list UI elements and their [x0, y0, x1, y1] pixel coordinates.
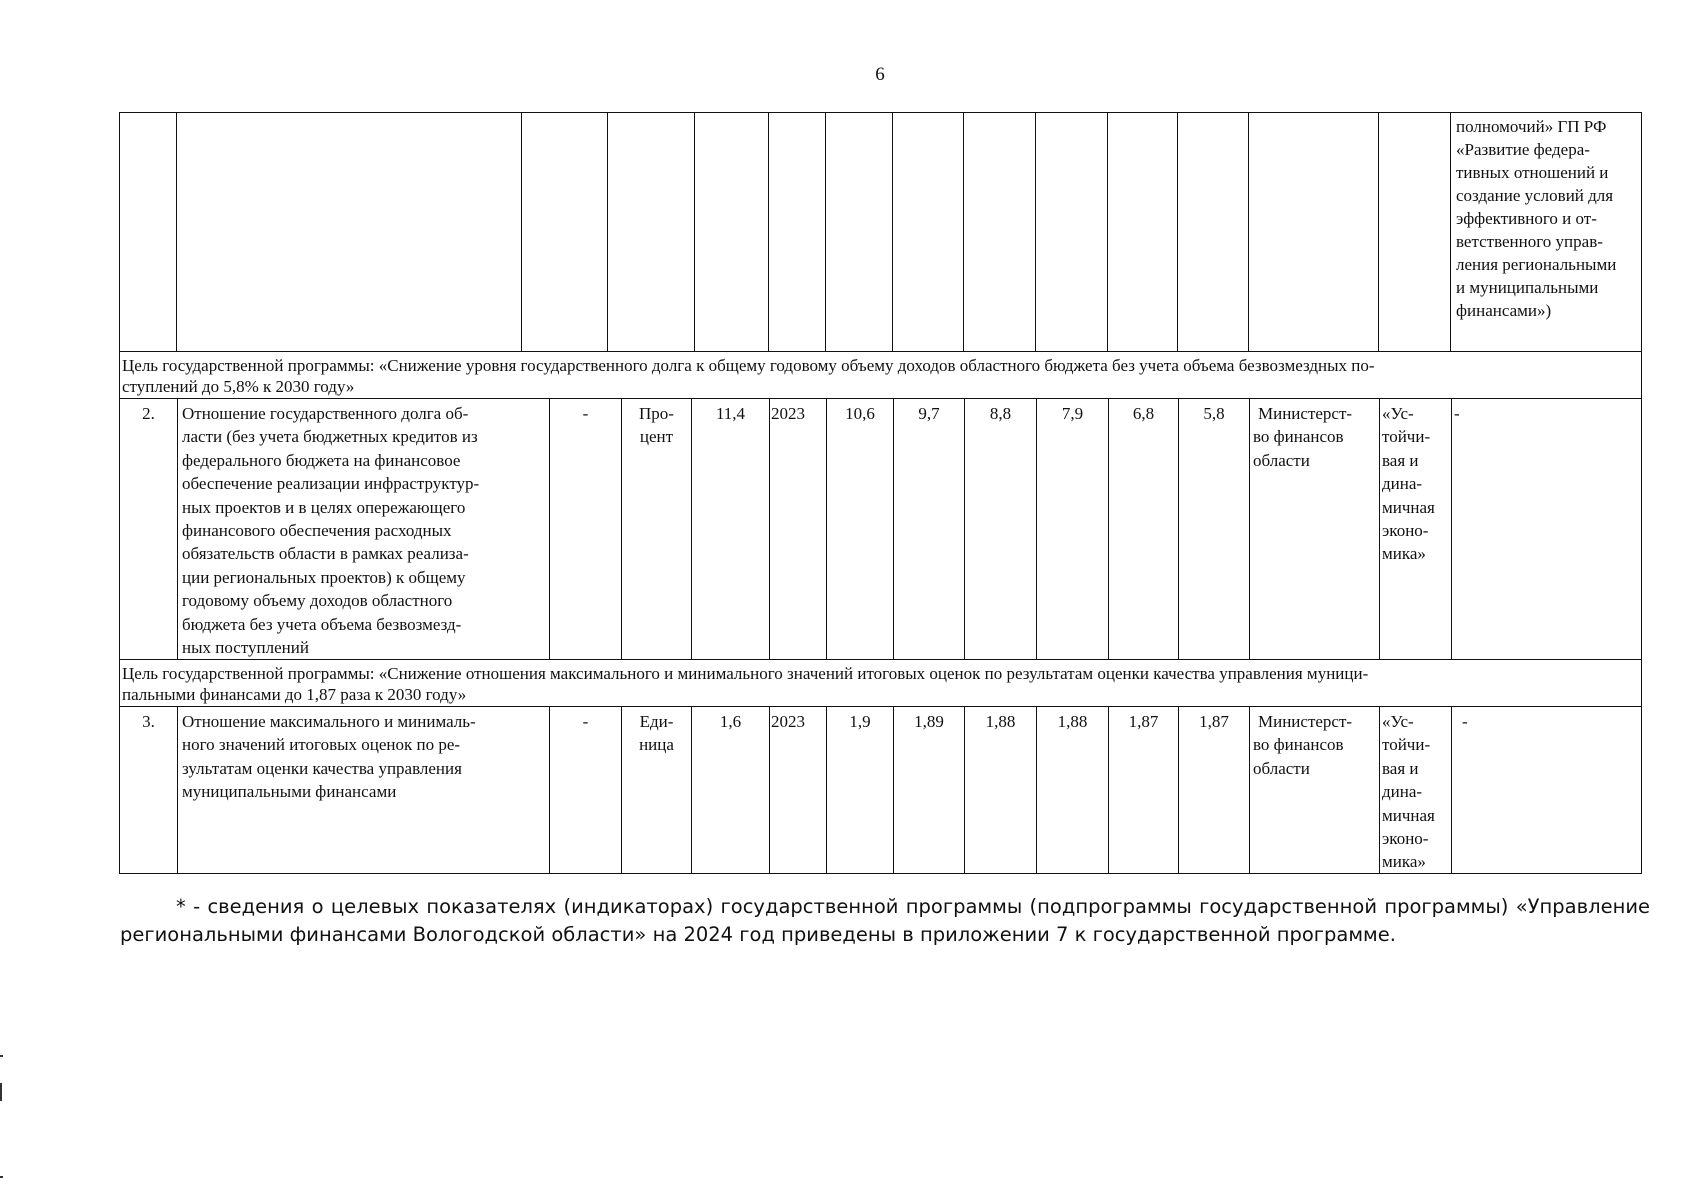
indicator-base-value: 11,4 — [691, 399, 769, 659]
continuation-note-line: ветственного управ- — [1456, 232, 1603, 251]
scan-margin-mark — [0, 1055, 3, 1057]
indicator-name-line: обеспечение реализации инфраструктур- — [182, 474, 480, 494]
indicator-national-goal — [1379, 707, 1451, 873]
indicator-value-6: 1,87 — [1178, 707, 1249, 873]
footnote — [120, 893, 1650, 949]
indicator-name — [177, 399, 549, 659]
column-divider — [176, 113, 177, 351]
scan-margin-mark — [0, 1083, 2, 1101]
indicator-value-4: 1,88 — [1036, 707, 1108, 873]
indicator-responsible — [1249, 707, 1379, 873]
indicator-row — [119, 398, 1642, 659]
indicator-unit — [621, 399, 691, 659]
indicator-national-goal-line: дина- — [1382, 474, 1423, 494]
continuation-note-line: создание условий для — [1456, 186, 1614, 205]
program-goal-line: ступлений до 5,8% к 2030 году» — [122, 377, 355, 396]
scan-margin-mark — [0, 1176, 3, 1178]
indicator-national-goal-line: эконо- — [1382, 521, 1429, 541]
column-divider — [1107, 113, 1108, 351]
indicator-national-goal-line: «Ус- — [1382, 404, 1414, 423]
indicator-name-line: Отношение максимального и минималь- — [182, 712, 476, 731]
indicator-responsible-line: Министерст- — [1258, 404, 1353, 423]
indicator-name-line: ласти (без учета бюджетных кредитов из — [182, 427, 478, 447]
indicator-national-goal-line: вая и — [1382, 758, 1419, 778]
indicator-national-goal — [1379, 399, 1451, 659]
table-continuation-block — [119, 112, 1642, 351]
indicator-national-goal-line: мичная — [1382, 805, 1435, 825]
column-divider — [1177, 113, 1178, 351]
indicator-name-line: федерального бюджета на финансовое — [182, 450, 461, 470]
continuation-note — [1456, 115, 1642, 322]
indicator-value-3: 1,88 — [964, 707, 1036, 873]
indicator-name-line: ных проектов и в целях опережающего — [182, 497, 466, 517]
indicator-base-year: 2023 — [769, 707, 826, 873]
indicator-national-goal-line: «Ус- — [1382, 712, 1414, 731]
column-divider — [768, 113, 769, 351]
program-goal-line: Цель государственной программы: «Снижение уровня государственного долга к общему годовому объему доходов областного бюджета без учета объема безвозмездных по- — [122, 356, 1375, 375]
column-divider — [825, 113, 826, 351]
indicator-value-6: 5,8 — [1178, 399, 1249, 659]
indicator-national-goal-line: эконо- — [1382, 829, 1429, 849]
indicator-unit-line: ница — [639, 735, 674, 755]
column-divider — [1035, 113, 1036, 351]
indicator-name-line: годовому объему доходов областного — [182, 591, 453, 611]
program-goal-row — [119, 659, 1642, 706]
indicator-base-value: 1,6 — [691, 707, 769, 873]
indicator-level: - — [549, 399, 621, 659]
indicator-name-line: зультатам оценки качества управления — [182, 758, 462, 778]
indicator-value-2: 1,89 — [893, 707, 964, 873]
indicator-responsible-line: области — [1253, 450, 1310, 470]
indicator-name-line: ных поступлений — [182, 638, 309, 658]
column-divider — [1378, 113, 1379, 351]
indicator-unit — [621, 707, 691, 873]
indicator-value-3: 8,8 — [964, 399, 1036, 659]
indicator-value-1: 10,6 — [826, 399, 893, 659]
indicator-value-5: 1,87 — [1108, 707, 1178, 873]
column-divider — [1248, 113, 1249, 351]
program-goal-line: пальными финансами до 1,87 раза к 2030 году» — [122, 685, 467, 704]
indicator-national-goal-line: вая и — [1382, 450, 1419, 470]
column-divider — [694, 113, 695, 351]
column-divider — [963, 113, 964, 351]
continuation-note-line: эффективного и от- — [1456, 209, 1597, 228]
program-goal-line: Цель государственной программы: «Снижение отношения максимального и минимального значений итоговых оценок по результатам оценки качества управления муници- — [122, 664, 1369, 683]
continuation-note-line: и муниципальными — [1456, 278, 1599, 297]
indicator-number: 2. — [142, 404, 155, 423]
indicator-unit-line: Еди- — [639, 712, 674, 731]
indicator-responsible-line: Министерст- — [1258, 712, 1353, 731]
indicator-info-system: - — [1451, 707, 1641, 873]
indicator-national-goal-line: тойчи- — [1382, 427, 1431, 447]
footnote-line: * - сведения о целевых показателях (индикаторах) государственной программы (подпрограммы государственной программы) «Управление — [176, 895, 1650, 918]
indicator-national-goal-line: мика» — [1382, 852, 1426, 872]
indicator-name-line: муниципальными финансами — [182, 782, 397, 802]
indicator-name-line: бюджета без учета объема безвозмезд- — [182, 614, 462, 634]
indicator-info-system: - — [1451, 399, 1641, 659]
indicator-national-goal-line: мика» — [1382, 544, 1426, 564]
indicator-value-5: 6,8 — [1108, 399, 1178, 659]
indicator-name-line: ного значений итоговых оценок по ре- — [182, 735, 461, 755]
indicator-unit-line: Про- — [639, 404, 674, 423]
continuation-note-line: полномочий» ГП РФ — [1456, 117, 1607, 136]
column-divider — [892, 113, 893, 351]
indicator-name — [177, 707, 549, 873]
indicator-responsible-line: во финансов — [1253, 427, 1344, 447]
column-divider — [521, 113, 522, 351]
indicator-responsible — [1249, 399, 1379, 659]
indicator-unit-line: цент — [639, 427, 674, 447]
continuation-note-line: ления региональными — [1456, 255, 1617, 274]
continuation-note-line: финансами») — [1456, 301, 1552, 320]
indicator-national-goal-line: дина- — [1382, 782, 1423, 802]
indicator-responsible-line: во финансов — [1253, 735, 1344, 755]
page-number: 6 — [875, 64, 885, 85]
indicator-value-2: 9,7 — [893, 399, 964, 659]
indicator-national-goal-line: мичная — [1382, 497, 1435, 517]
column-divider — [607, 113, 608, 351]
indicator-value-4: 7,9 — [1036, 399, 1108, 659]
footnote-line: региональными финансами Вологодской области» на 2024 год приведены в приложении 7 к государственной программе. — [120, 923, 1396, 946]
continuation-note-line: тивных отношений и — [1456, 163, 1609, 182]
indicator-level: - — [549, 707, 621, 873]
indicator-name-line: обязательств области в рамках реализа- — [182, 544, 469, 564]
indicator-value-1: 1,9 — [826, 707, 893, 873]
program-goal-row — [119, 351, 1642, 398]
indicator-national-goal-line: тойчи- — [1382, 735, 1431, 755]
indicator-responsible-line: области — [1253, 758, 1310, 778]
continuation-note-line: «Развитие федера- — [1456, 140, 1590, 159]
indicator-name-line: ции региональных проектов) к общему — [182, 567, 466, 587]
indicator-name-line: финансового обеспечения расходных — [182, 521, 452, 541]
indicator-row — [119, 706, 1642, 874]
column-divider — [1450, 113, 1451, 351]
indicator-base-year: 2023 — [769, 399, 826, 659]
indicator-number: 3. — [142, 712, 155, 731]
indicator-name-line: Отношение государственного долга об- — [182, 404, 469, 423]
